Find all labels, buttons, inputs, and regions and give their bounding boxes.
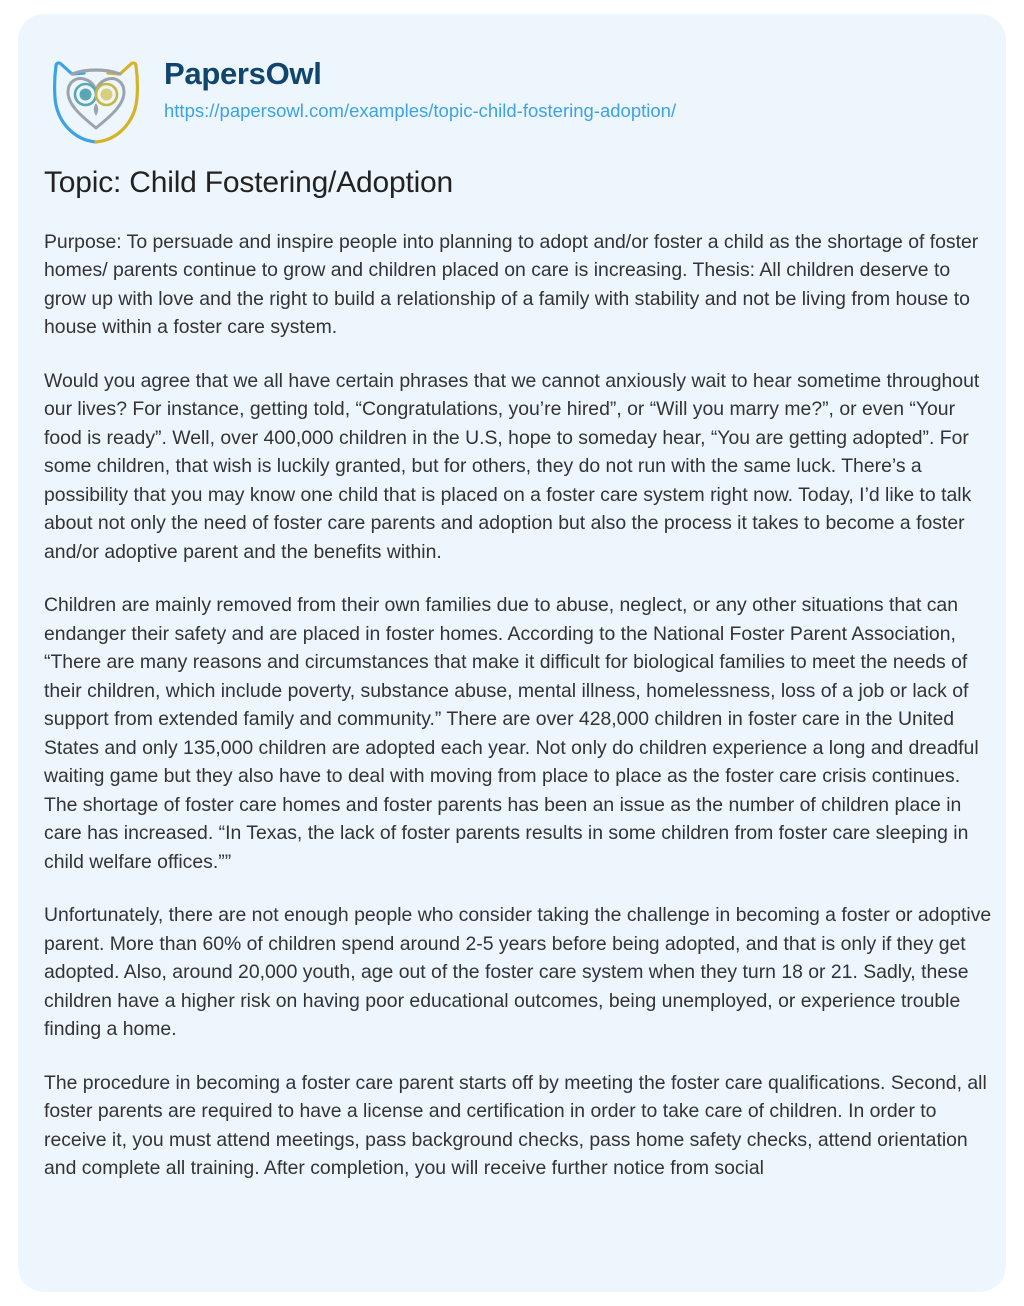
article — [44, 164, 996, 1183]
paragraph: Children are mainly removed from their own families due to abuse, neglect, or any other situations that can endanger their safety and are placed in foster homes. According to the National Foster Parent Association, “There are many reasons and circumstances that make it difficult for biological families to meet the needs of their children, which include poverty, substance abuse, mental illness, homelessness, loss of a job or lack of support from extended family and community.” There are over 428,000 children in foster care in the United States and only 135,000 children are adopted each year. Not only do children experience a long and dreadful waiting game but they also have to deal with moving from place to place as the foster care crisis continues. The shortage of foster care homes and foster parents has been an issue as the number of children place in care has increased. “In Texas, the lack of foster parents results in some children from foster care sleeping in child welfare offices.”” — [44, 594, 979, 873]
brand-name: PapersOwl — [164, 56, 322, 91]
source-url[interactable]: https://papersowl.com/examples/topic-child-fostering-adoption/ — [164, 99, 677, 121]
document-page — [18, 14, 1006, 1292]
page-title: Topic: Child Fostering/Adoption — [44, 166, 454, 199]
owl-logo-icon — [44, 46, 148, 150]
paragraph: The procedure in becoming a foster care parent starts off by meeting the foster care qualifications. Second, all foster parents are required to have a license and certification in order to take care of children. In order to receive it, you must attend meetings, pass background checks, pass home safety checks, attend orientation and complete all training. After completion, you will receive further notice from social — [44, 1071, 987, 1180]
brand-text-block — [164, 46, 676, 122]
site-header — [18, 38, 1006, 154]
brand-row — [44, 46, 676, 150]
article-body — [44, 228, 996, 1183]
paragraph: Purpose: To persuade and inspire people into planning to adopt and/or foster a child as the shortage of foster homes/ parents continue to grow and children placed on care is increasing. Thesis: All children deserve to grow up with love and the right to build a relationship of a family with stability and not be living from house to house within a foster care system. — [44, 230, 979, 339]
paragraph: Would you agree that we all have certain phrases that we cannot anxiously wait to hear sometime throughout our lives? For instance, getting told, “Congratulations, you’re hired”, or “Will you marry me?”, or even “Your food is ready”. Well, over 400,000 children in the U.S, hope to someday hear, “You are getting adopted”. For some children, that wish is luckily granted, but for others, they do not run with the same luck. There’s a possibility that you may know one child that is placed on a foster care system right now. Today, I’d like to talk about not only the need of foster care parents and adoption but also the process it takes to become a foster and/or adoptive parent and the benefits within. — [44, 369, 980, 563]
paragraph: Unfortunately, there are not enough people who consider taking the challenge in becoming a foster or adoptive parent. More than 60% of children spend around 2-5 years before being adopted, and that is only if they get adopted. Also, around 20,000 youth, age out of the foster care system when they turn 18 or 21. Sadly, these children have a higher risk on having poor educational outcomes, being unemployed, or experience trouble finding a home. — [44, 904, 992, 1041]
